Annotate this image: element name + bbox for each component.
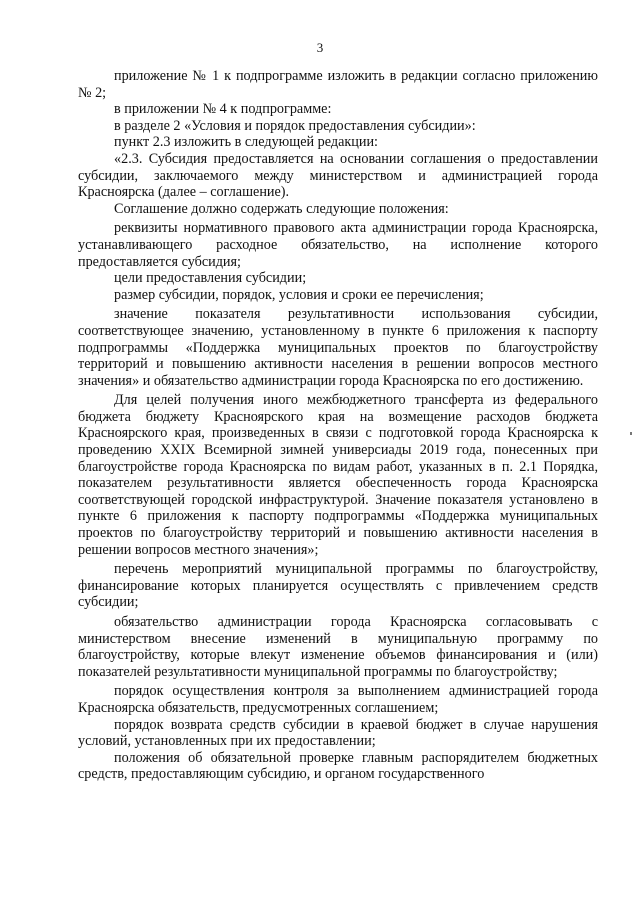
paragraph: обязательство администрации города Красноярска согласовывать с министерством внесение изменений в муниципальную программу по благоустройству, которые влекут изменение объемов финансирования и (или) показателей результативности муниципальной программы по благоустройству;	[78, 614, 598, 680]
paragraph: положения об обязательной проверке главным распорядителем бюджетных средств, предоставляющим субсидию, и органом государственного	[78, 749, 598, 783]
paragraph: Соглашение должно содержать следующие положения:	[114, 200, 449, 217]
paragraph: порядок возврата средств субсидии в краевой бюджет в случае нарушения условий, установленных при их предоставлении;	[78, 716, 598, 750]
document-body	[78, 68, 598, 783]
paragraph: порядок осуществления контроля за выполнением администрацией города Красноярска обязательств, предусмотренных соглашением;	[78, 683, 598, 716]
paragraph: приложение № 1 к подпрограмме изложить в редакции согласно приложению № 2;	[78, 68, 598, 101]
paragraph: «2.3. Субсидия предоставляется на основании соглашения о предоставлении субсидии, заключаемого между министерством и администрацией города Красноярска (далее – соглашение).	[78, 150, 598, 201]
paragraph: значение показателя результативности использования субсидии, соответствующее значению, установленному в пункте 6 приложения к паспорту подпрограммы «Поддержка муниципальных проектов по благоустройству территорий и повышению активности населения в решении вопросов местного значения» и обязательство администрации города Красноярска по его достижению.	[78, 306, 598, 389]
paragraph: в приложении № 4 к подпрограмме:	[114, 101, 332, 118]
paragraph: реквизиты нормативного правового акта администрации города Красноярска, устанавливающего расходное обязательство, на исполнение которого предоставляется субсидия;	[78, 220, 598, 270]
scan-artifact	[630, 432, 632, 435]
paragraph: перечень мероприятий муниципальной программы по благоустройству, финансирование которых планируется осуществлять с привлечением средств субсидии;	[78, 561, 598, 611]
paragraph: размер субсидии, порядок, условия и сроки ее перечисления;	[114, 286, 484, 303]
page-number: 3	[316, 40, 324, 55]
paragraph: цели предоставления субсидии;	[114, 270, 307, 287]
paragraph: пункт 2.3 изложить в следующей редакции:	[114, 134, 378, 151]
paragraph: в разделе 2 «Условия и порядок предоставления субсидии»:	[114, 117, 476, 134]
paragraph: Для целей получения иного межбюджетного трансферта из федерального бюджета бюджету Красноярского края на возмещение расходов бюджета Красноярского края, произведенных в связи с подготовкой города Красноярска к проведению XXIX Всемирной зимней универсиады 2019 года, понесенных при благоустройстве города Красноярска по видам работ, указанных в п. 2.1 Порядка, показателем результативности является обеспеченность города Красноярска соответствующей городской инфраструктурой. Значение показателя установлено в пункте 6 приложения к паспорту подпрограммы «Поддержка муниципальных проектов по благоустройству территорий и повышению активности населения в решении вопросов местного значения»;	[78, 392, 598, 558]
